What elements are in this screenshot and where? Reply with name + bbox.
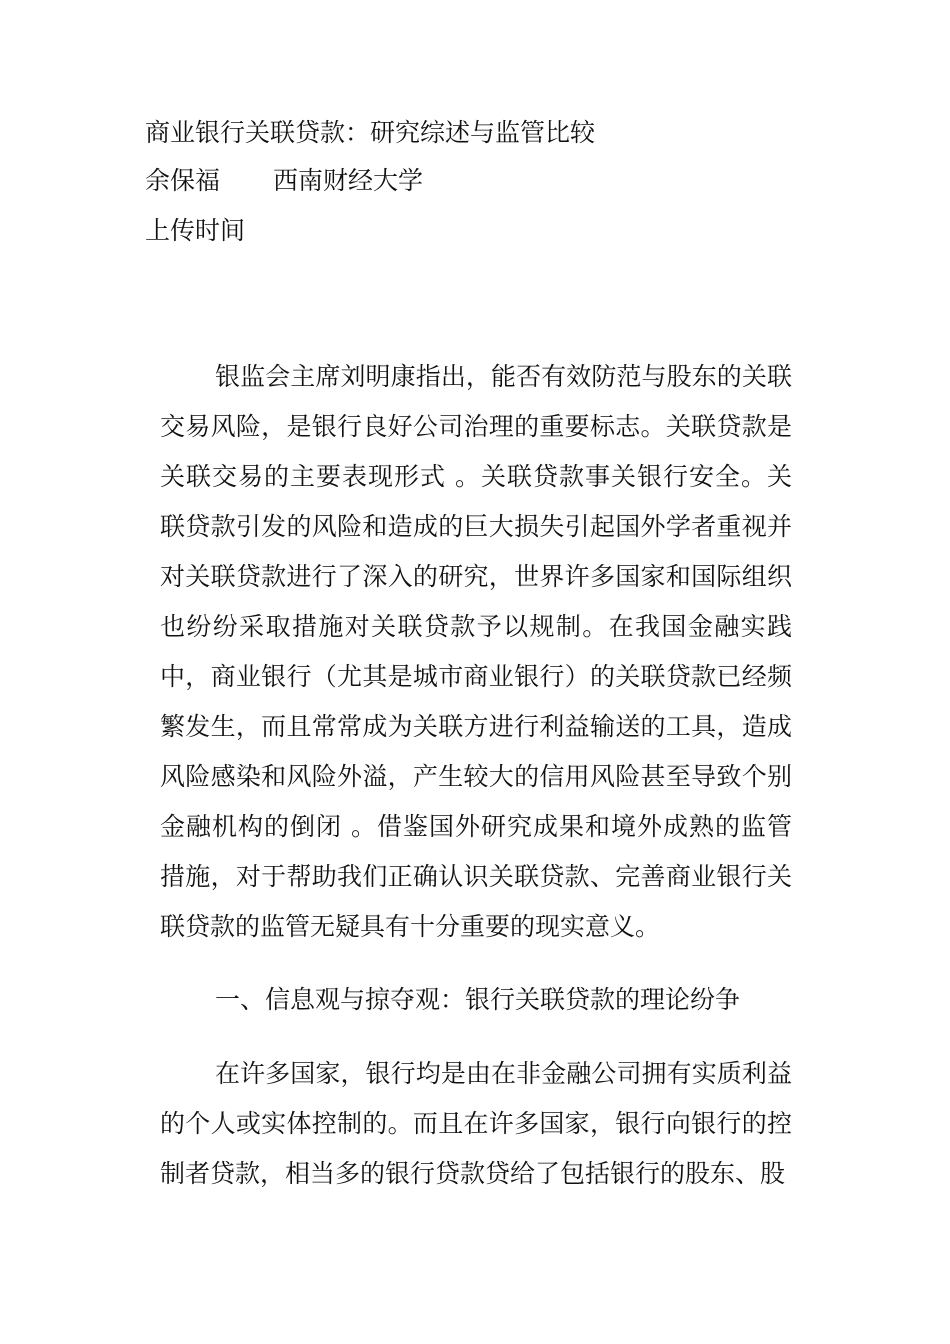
section-heading: 一、信息观与掠夺观：银行关联贷款的理论纷争 <box>215 985 741 1014</box>
body-paragraph-1: 银监会主席刘明康指出，能否有效防范与股东的关联交易风险，是银行良好公司治理的重要标志。关联贷款是关联交易的主要表现形式 。关联贷款事关银行安全。关联贷款引发的风险和造成的巨大损失引起国外学者重视并对关联贷款进行了深入的研究，世界许多国家和国际组织也纷纷采取措施对关联贷款予以规制。在我国金融实践中，商业银行（尤其是城市商业银行）的关联贷款已经频繁发生，而且常常成为关联方进行利益输送的工具，造成风险感染和风险外溢，产生较大的信用风险甚至导致个别金融机构的倒闭 。借鉴国外研究成果和境外成熟的监管措施，对于帮助我们正确认识关联贷款、完善商业银行关联贷款的监管无疑具有十分重要的现实意义。 <box>160 362 792 941</box>
author-line <box>145 166 423 196</box>
upload-time-label: 上传时间 <box>145 216 246 245</box>
author-name: 余保福 <box>145 166 221 195</box>
document-title: 商业银行关联贷款：研究综述与监管比较 <box>145 118 596 147</box>
author-affiliation: 西南财经大学 <box>273 166 424 195</box>
body-paragraph-2: 在许多国家，银行均是由在非金融公司拥有实质利益的个人或实体控制的。而且在许多国家，银行向银行的控制者贷款，相当多的银行贷款贷给了包括银行的股东、股 <box>160 1059 792 1188</box>
